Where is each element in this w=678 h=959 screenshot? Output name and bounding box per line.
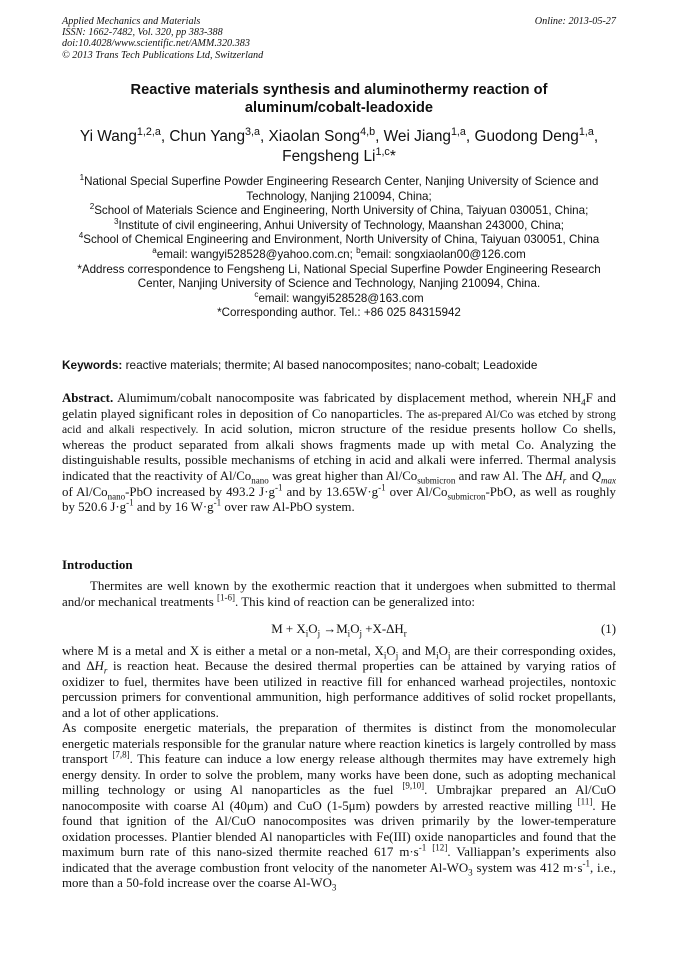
citation: [9,10] [402,780,425,791]
copyright-line: © 2013 Trans Tech Publications Ltd, Switzerland [62,49,264,61]
abstract-text: Alumimum/cobalt nanocomposite was fabricated by displacement method, wherein NH [117,391,582,405]
keywords-text: reactive materials; thermite; Al based nanocomposites; nano-cobalt; Leadoxide [125,358,538,372]
body-text: As composite energetic materials, the preparation of thermites is distinct from the monomolecular energetic materials responsible for the granular nature where reaction kinetics is largely controlled by mass transport [62,721,616,766]
email-a: email: wangyi528528@yahoo.com.cn; [156,247,353,261]
eq-part: →M [323,622,348,636]
subscript: j [447,650,451,661]
subscript: nano [251,475,269,486]
affiliation-4 [62,233,616,248]
subscript: j [317,628,321,639]
affiliation-2 [62,204,616,219]
body-text: . He found that ignition of the Al/CuO nanocomposites was driven primarily by the lower-temperature oxidation processes. Plantier blended Al nanoparticles with Fe(III) oxide nanoparticles and found that the maximum burn rate of this nano-sized thermite reached 617 m·s [62,798,616,859]
eq-part: O [350,622,360,636]
author-name: Guodong Deng [474,128,579,145]
citation: [1-6] [217,592,236,603]
body-text: . This feature can induce a low energy release although thermites may have extremely high energy density. In order to solve the problem, many works have been done, such as adopting mechanical milling technology or using Al nanoparticles as the fuel [62,752,616,797]
author-sup: 1,a [450,125,466,138]
equation-1 [62,622,616,638]
subscript: submicron [447,491,486,502]
issn-line: ISSN: 1662-7482, Vol. 320, pp 383-388 [62,27,223,39]
affil-text: Institute of civil engineering, Anhui University of Technology, Maanshan 243000, China; [118,218,565,232]
abstract-text: -PbO increased by 493.2 J·g [125,484,275,499]
doi-line: doi:10.4028/www.scientific.net/AMM.320.383 [62,38,250,50]
body-text: , i.e., more than a 50-fold increase over the coarse Al-WO [62,860,616,890]
author-list: Yi Wang$^{1,2,a}$, Chun Yang$^{3,a}$, Xiaolan Song$^{4,b}$, Wei Jiang$^{1,a}$, Guodong Deng$^{1,a}$, Fengsheng Li$^{1,c}$* [79,125,599,165]
corresponding-star: * [389,148,396,165]
affil-sup: 3 [113,216,119,226]
body-text: are their corresponding oxides, and Δ [62,643,616,673]
subscript: i [347,628,351,639]
subscript: submicron [417,475,456,486]
eq-part: +X-ΔH [365,622,404,636]
abstract [62,391,616,516]
affil-text: School of Chemical Engineering and Environment, North University of China, Taiyuan 030051, China [83,233,600,247]
body-text: and M [402,643,437,658]
superscript: -1 [274,482,283,493]
affil-text: National Special Superfine Powder Engineering Research Center, Nanjing University of Science and Technology, Nanjing 210094, China; [84,175,599,203]
abstract-label: Abstract. [62,391,114,405]
title-line-2: aluminum/cobalt-leadoxide [244,100,434,116]
author-name: Fengsheng Li [282,148,376,165]
superscript: -1 [582,858,590,869]
body-text: where M is a metal and X is either a metal or a non-metal, X [62,643,384,658]
email-line-ab [62,248,616,263]
journal-header [62,16,616,61]
author-sup: 3,a [245,125,260,138]
introduction-body [62,579,616,892]
affil-sup: 2 [89,202,95,212]
author-name: Yi Wang [79,128,137,145]
body-text: . This kind of reaction can be generalized into: [235,594,475,609]
body-text: O [438,643,448,658]
superscript: -1 [418,842,427,853]
author-name: Wei Jiang [383,128,451,145]
author-name: Xiaolan Song [268,128,361,145]
author-sup: 4,b [360,125,376,138]
eq-part: O [308,622,318,636]
subscript: 3 [331,882,337,893]
corresponding-author: *Corresponding author. Tel.: +86 025 84315942 [217,306,461,320]
body-text: . Umbrajkar prepared an Al/CuO nanocomposite with coarse Al (40μm) and CuO (1-5μm) powders by arrested reactive milling [62,783,616,813]
abstract-text: over raw Al-PbO system. [224,500,355,515]
superscript: -1 [378,482,386,493]
affiliation-1 [62,175,616,204]
subscript: max [600,475,616,486]
author-name: Chun Yang [169,128,246,145]
affil-sup: 4 [78,231,84,241]
body-text: O [386,643,396,658]
subscript: i [383,650,387,661]
abstract-text: and [569,468,589,483]
abstract-text: -PbO, as well as roughly by 520.6 J·g [62,484,616,515]
subscript: r [562,475,567,486]
abstract-text: The as-prepared Al/Co was etched by strong acid and alkali respectively. [62,407,616,437]
abstract-text: of Al/Co [62,484,108,499]
body-text: is reaction heat. Because the desired thermal properties can be attained by varying ratios of oxidizer to fuel, thermites have been utilized in reactive fill for enhanced warhead projectiles, nontoxic percussion primers for conventional ammunition, high performance additives of solid rocket propellants, and a lot of other applications. [62,659,617,720]
keywords-label: Keywords: [62,358,123,372]
email-line-c [62,289,616,307]
author-sup: 1,2,a [136,125,161,138]
subscript: i [436,650,439,661]
abstract-text: In acid solution, micron structure of the residue presents hollow Co shells, whereas the product separated from alkali shows fragments made up with metal Co. Analyzing the distinguishable results, possible mechanisms of etching in acid and alkali were inferred. Thermal analysis indicated that the reactivity of Al/Co [62,422,616,483]
title-line-1: Reactive materials synthesis and aluminothermy reaction of [130,82,548,98]
abstract-text: and by 13.65W·g [286,484,379,499]
author-sup: 1,c [375,145,390,158]
subscript: 4 [581,397,586,408]
symbol: H [553,468,563,483]
section-heading-introduction: Introduction [62,557,133,572]
paragraph [62,721,616,892]
superscript: -1 [213,497,222,508]
superscript: -1 [126,497,134,508]
subscript: i [305,628,309,639]
symbol: Q [591,468,601,483]
subscript: j [359,628,363,639]
address-correspondence: *Address correspondence to Fengsheng Li, National Special Superfine Powder Engineering Research Center, Nanjing University of Science and Technology, Nanjing 210094, China. [77,262,601,291]
citation: [11] [577,796,593,807]
equation-number: (1) [600,622,616,636]
abstract-text: and by 16 W·g [136,500,214,515]
eq-part: M + X [271,622,306,636]
subscript: r [103,665,108,676]
email-sup: a [152,246,157,256]
affiliation-3 [62,216,616,234]
body-text: system was 412 m·s [476,860,583,875]
subscript: j [395,650,399,661]
affiliations [62,175,616,321]
subscript: nano [107,491,126,502]
abstract-text: over Al/Co [389,484,448,499]
abstract-text: F and gelatin played significant roles in deposition of Co nanoparticles. [62,391,616,421]
email-b: email: songxiaolan00@126.com [360,247,526,261]
email-sup: b [356,246,361,256]
online-date: Online: 2013-05-27 [534,16,616,27]
subscript: r [403,628,407,639]
citation: [7,8] [112,749,130,760]
email-sup: c [254,289,259,299]
paragraph [62,579,616,610]
affil-sup: 1 [79,173,85,183]
symbol: H [94,659,104,673]
abstract-text: was great higher than Al/Co [272,468,418,483]
keywords [62,358,616,372]
subscript: 3 [468,867,473,878]
journal-name: Applied Mechanics and Materials [62,16,201,27]
abstract-text: and raw Al. The Δ [458,468,554,483]
paragraph [62,644,616,722]
email-c: email: wangyi528528@163.com [258,291,424,305]
citation: [12] [432,842,448,853]
paper-title [62,81,616,117]
author-sup: 1,a [578,125,594,138]
body-text: Thermites are well known by the exothermic reaction that it undergoes when submitted to thermal and/or mechanical treatments [62,579,616,609]
body-text: . Valliappan’s experiments also indicated that the average combustion front velocity of the nanometer Al-WO [62,845,616,875]
affil-text: School of Materials Science and Engineering, North University of China, Taiyuan 030051, China; [94,204,589,218]
